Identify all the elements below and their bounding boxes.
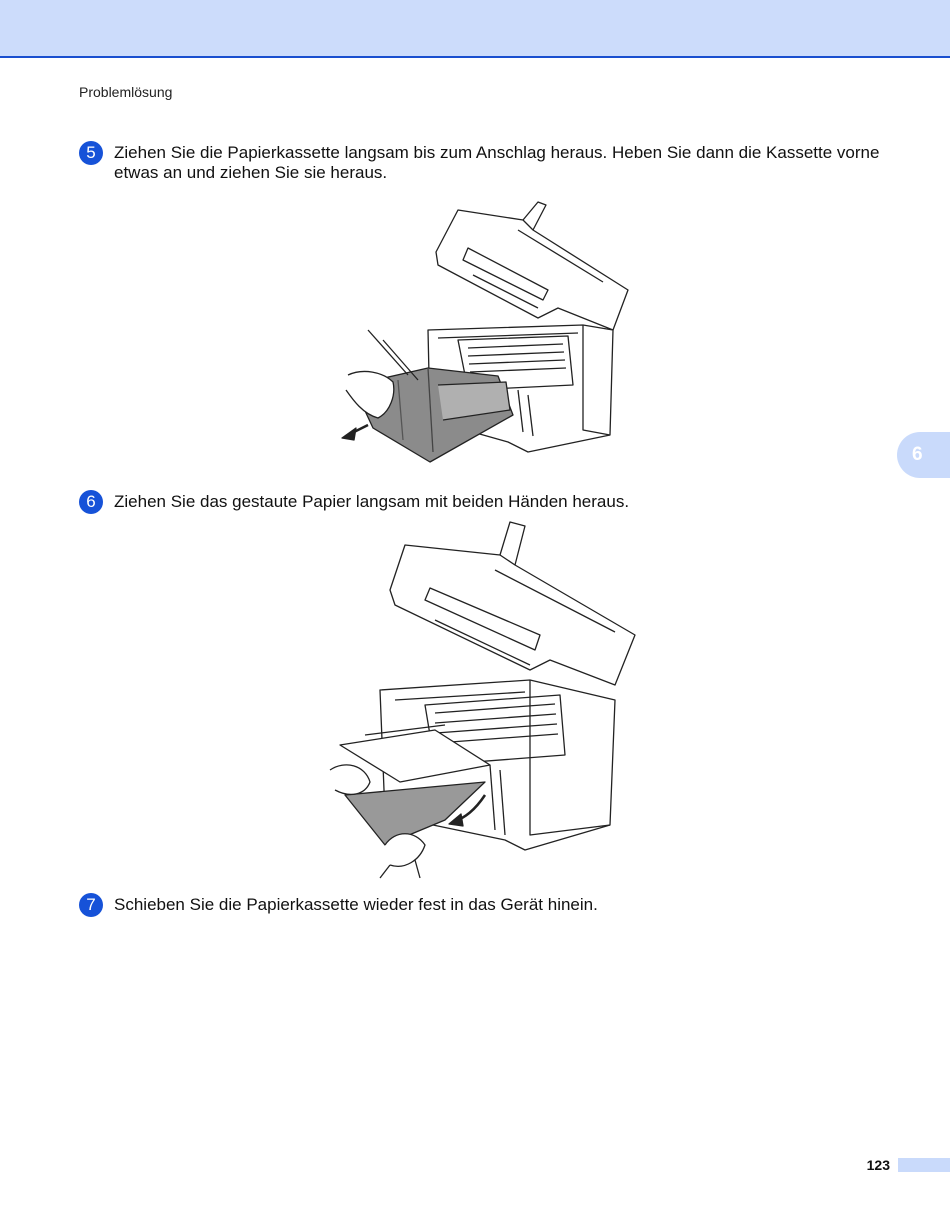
step-number-badge: 6 <box>79 490 103 514</box>
step-text: Schieben Sie die Papierkassette wieder fest in das Gerät hinein. <box>114 895 598 914</box>
step-number-badge: 7 <box>79 893 103 917</box>
step-text: Ziehen Sie das gestaute Papier langsam mit beiden Händen heraus. <box>114 492 630 511</box>
section-title: Problemlösung <box>79 84 173 100</box>
page-number: 123 <box>866 1157 890 1173</box>
illustration-remove-paper <box>325 520 640 880</box>
illustration-pull-tray <box>338 190 633 465</box>
step-5 <box>79 143 899 183</box>
step-6 <box>79 492 899 514</box>
page-number-bar <box>898 1158 950 1172</box>
step-number-badge: 5 <box>79 141 103 165</box>
header-band <box>0 0 950 58</box>
step-text: Ziehen Sie die Papierkassette langsam bis zum Anschlag heraus. Heben Sie dann die Kassette vorne etwas an und ziehen Sie sie heraus. <box>114 143 880 182</box>
step-7 <box>79 895 899 917</box>
chapter-tab: 6 <box>897 432 950 478</box>
